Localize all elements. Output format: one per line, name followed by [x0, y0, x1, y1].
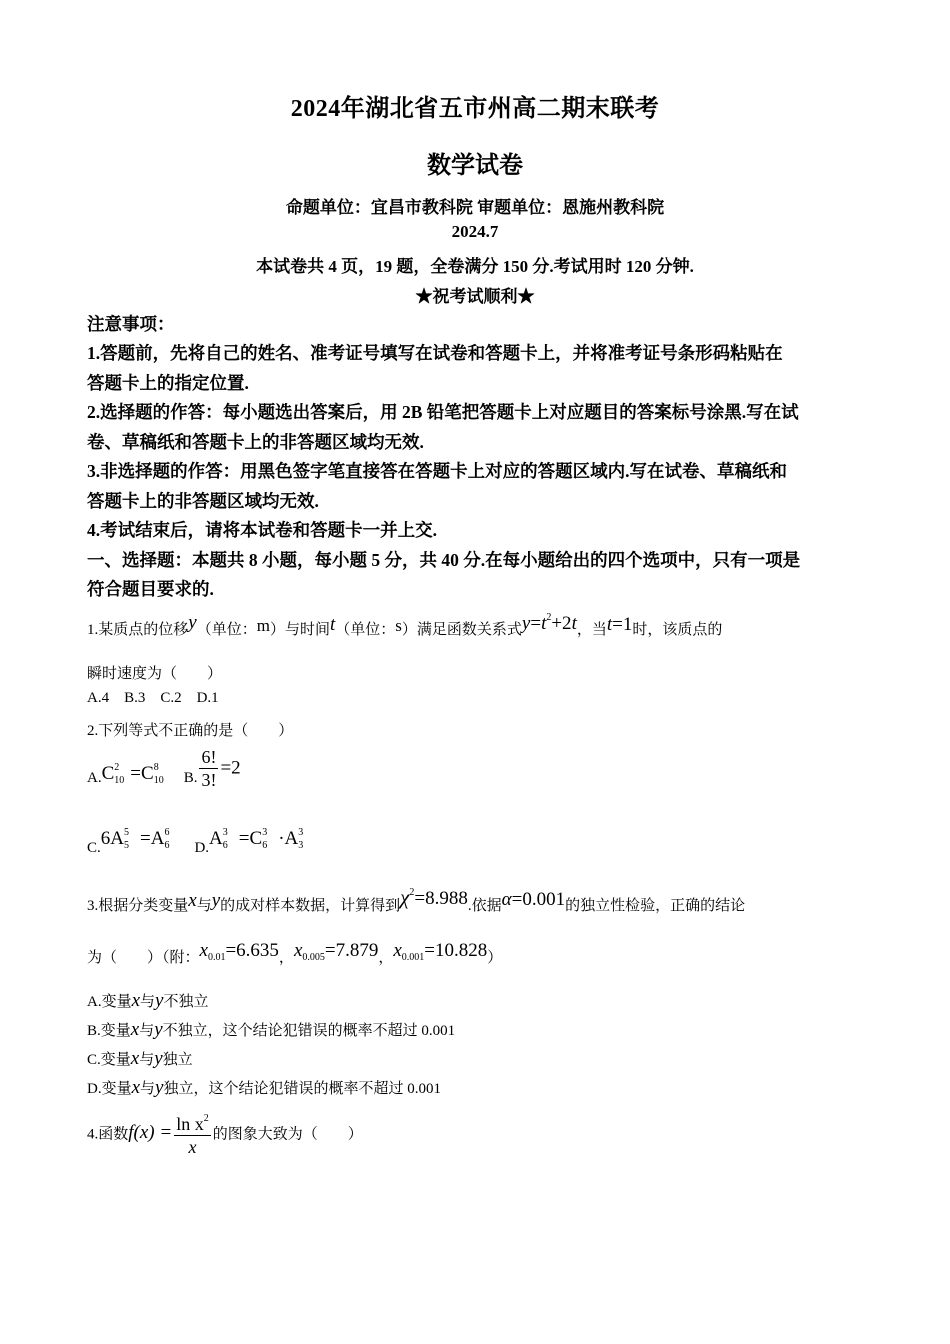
exam-wish: ★祝考试顺利★ — [415, 287, 535, 306]
notice-item-2b: 卷、草稿纸和答题卡上的非答题区域均无效. — [87, 432, 424, 452]
question-4-stem — [87, 1108, 363, 1158]
q3-alpha: α — [501, 889, 512, 910]
q1-formula-rest: +2 — [551, 613, 572, 634]
q3-alpha-formula — [501, 889, 566, 910]
q1-text-4: （单位： — [335, 622, 396, 638]
q3-d-text-3: 独立，这个结论犯错误的概率不超过 0.001 — [163, 1081, 441, 1097]
q2-a-c1: C — [101, 762, 115, 784]
q3-var-x: x — [188, 890, 197, 911]
q3-x2-sub: 0.005 — [302, 952, 325, 963]
exam-subtitle: 数学试卷 — [427, 153, 523, 179]
notice-item-1b: 答题卡上的指定位置. — [87, 373, 249, 393]
q3-x1-formula — [199, 940, 279, 963]
q3-c-x: x — [130, 1048, 140, 1069]
q2-c-a1-idx — [124, 829, 140, 851]
q2-d-a1-sup: 3 — [222, 827, 228, 839]
notice-heading: 注意事项： — [87, 314, 175, 334]
question-2-stem: 2.下列等式不正确的是（ ） — [87, 723, 294, 739]
question-3-line2 — [87, 940, 502, 967]
q2-option-d-label: D. — [194, 840, 210, 856]
q3-x2: x — [293, 940, 303, 961]
q3-sep-1: ， — [278, 950, 294, 966]
q3-b-x: x — [130, 1019, 140, 1040]
q2-b-num: 6! — [201, 747, 217, 767]
question-1-options: A.4 B.3 C.2 D.1 — [87, 690, 219, 706]
q2-d-a1-idx — [223, 829, 239, 851]
exam-units: 命题单位：宜昌市教科院 审题单位：恩施州教科院 — [285, 198, 665, 217]
q2-a-c2-idx — [154, 764, 170, 786]
q3-option-d — [87, 1077, 441, 1099]
q3-d-x: x — [131, 1077, 141, 1098]
q3-c-text-1: C.变量 — [87, 1052, 131, 1068]
q3-x1-sub: 0.01 — [207, 952, 226, 963]
q2-d-eq: = — [238, 827, 250, 849]
q1-text-7: 时，该质点的 — [632, 622, 723, 638]
q4-f: f — [128, 1122, 134, 1143]
q2-c-coef: 6 — [100, 827, 111, 849]
q2-c-a2: A — [150, 827, 165, 849]
q3-text-1: 3.根据分类变量 — [87, 898, 189, 914]
notice-item-4: 4.考试结束后，请将本试卷和答题卡一并上交. — [87, 520, 437, 540]
q3-text-2: 与 — [196, 898, 212, 914]
q1-formula-exp: 2 — [546, 612, 552, 623]
q2-d-a2-sub: 3 — [298, 840, 304, 852]
q1-var-t: t — [329, 614, 336, 635]
q1-formula-eq: = — [530, 613, 542, 634]
q4-num — [174, 1108, 211, 1136]
section1-line2: 符合题目要求的. — [87, 579, 214, 599]
q2-a-c2-sub: 10 — [153, 775, 164, 787]
q2-d-a2: A — [284, 827, 299, 849]
q2-a-c2-sup: 8 — [153, 762, 159, 774]
q2-c-a1: A — [110, 827, 124, 849]
q3-c-text-3: 独立 — [162, 1052, 193, 1068]
q2-d-a2-sup: 3 — [298, 827, 304, 839]
q2-option-c-label: C. — [87, 840, 101, 856]
q1-text-2: （单位： — [196, 622, 257, 638]
q3-b-text-1: B.变量 — [87, 1023, 131, 1039]
q1-unit-s: s — [395, 616, 402, 635]
q2-d-c-sup: 3 — [262, 827, 268, 839]
q2-option-d-formula — [209, 828, 314, 852]
q1-formula-t: t — [541, 613, 547, 634]
q3-option-b — [87, 1019, 455, 1041]
q3-b-text-3: 不独立，这个结论犯错误的概率不超过 0.001 — [162, 1023, 456, 1039]
q1-formula — [521, 612, 577, 634]
q2-a-c2: C — [141, 762, 154, 784]
q2-c-a2-sup: 6 — [164, 827, 170, 839]
exam-info: 本试卷共 4 页，19 题，全卷满分 150 分.考试用时 120 分钟. — [256, 257, 694, 276]
q4-fraction — [174, 1108, 211, 1158]
q3-x3-val: =10.828 — [424, 940, 488, 961]
exam-date: 2024.7 — [451, 222, 499, 241]
q2-d-dot: · — [278, 827, 285, 849]
q3-a-text-1: A.变量 — [87, 994, 132, 1010]
q4-f-arg: (x) = — [133, 1122, 173, 1143]
q2-d-c: C — [249, 827, 263, 849]
q3-d-text-2: 与 — [140, 1081, 156, 1097]
q2-b-rest: =2 — [220, 757, 241, 779]
q2-option-c-formula — [101, 828, 181, 852]
q2-option-a-label: A. — [87, 770, 102, 786]
question-1-stem — [87, 612, 722, 639]
q2-d-a2-idx — [298, 829, 314, 851]
q2-a-eq: = — [130, 762, 141, 784]
q1-text-5: ）满足函数关系式 — [401, 622, 522, 638]
section1-line1: 一、选择题：本题共 8 小题，每小题 5 分，共 40 分.在每小题给出的四个选项中，只有一项是 — [87, 550, 801, 570]
q1-formula-t2: t — [571, 613, 577, 634]
q3-x2-formula — [293, 940, 379, 963]
q3-close: ） — [487, 950, 503, 966]
q3-chi: χ — [400, 885, 410, 909]
q3-chi-val: =8.988 — [414, 888, 468, 909]
q4-text-2: 的图象大致为（ ） — [212, 1126, 363, 1143]
q2-a-c1-sup: 2 — [114, 762, 120, 774]
q3-a-text-3: 不独立 — [163, 994, 209, 1010]
q3-d-y: y — [155, 1077, 164, 1098]
q3-x3-sub: 0.001 — [401, 952, 425, 963]
q3-b-y: y — [154, 1019, 163, 1040]
q1-condition — [606, 614, 633, 635]
q3-x2-val: =7.879 — [324, 940, 379, 961]
q2-b-den: 3! — [201, 770, 217, 790]
q3-b-text-2: 与 — [139, 1023, 155, 1039]
q2-d-c-sub: 6 — [262, 840, 268, 852]
q2-option-b-label: B. — [183, 770, 198, 786]
notice-item-3a: 3.非选择题的作答：用黑色签字笔直接答在答题卡上对应的答题区域内.写在试卷、草稿纸和 — [87, 461, 787, 481]
q3-text-5: 的独立性检验，正确的结论 — [565, 898, 746, 914]
q2-c-a1-sup: 5 — [124, 827, 129, 839]
q2-option-a-formula — [102, 763, 170, 787]
q3-c-text-2: 与 — [139, 1052, 155, 1068]
question-2-row-cd — [87, 822, 314, 857]
q2-d-a1-sub: 6 — [222, 840, 228, 852]
q1-cond-val: =1 — [612, 614, 633, 635]
q1-text-6: ，当 — [576, 622, 607, 638]
q2-c-eq: = — [140, 827, 151, 849]
notice-item-1a: 1.答题前，先将自己的姓名、准考证号填写在试卷和答题卡上，并将准考证号条形码粘贴在 — [87, 343, 783, 363]
q1-formula-y: y — [521, 613, 531, 634]
q4-den: x — [188, 1137, 197, 1157]
question-2-row-ab — [87, 746, 241, 791]
q3-var-y: y — [211, 890, 221, 911]
q3-c-y: y — [154, 1048, 163, 1069]
q2-b-fraction — [199, 746, 218, 791]
q3-alpha-val: =0.001 — [511, 889, 566, 910]
q4-num-sup: 2 — [203, 1113, 209, 1124]
q3-a-y: y — [155, 990, 164, 1011]
q3-chi-sup: 2 — [409, 887, 415, 898]
q2-a-c1-idx — [114, 764, 130, 786]
q3-a-x: x — [131, 990, 141, 1011]
q2-d-c-idx — [262, 829, 278, 851]
q3-d-text-1: D.变量 — [87, 1081, 132, 1097]
q3-sep-2: ， — [378, 950, 394, 966]
q3-option-c — [87, 1048, 193, 1070]
q3-x1: x — [199, 940, 208, 961]
q3-a-text-2: 与 — [140, 994, 156, 1010]
q4-num-text: ln x — [176, 1114, 204, 1134]
q2-d-a1: A — [209, 827, 223, 849]
q3-l2-text: 为（ ）（附： — [87, 950, 200, 966]
q2-c-a2-sub: 6 — [164, 840, 170, 852]
q3-text-3: 的成对样本数据，计算得到 — [220, 898, 401, 914]
q3-text-4: .依据 — [467, 898, 502, 914]
question-3-stem — [87, 885, 745, 915]
q1-cond-t: t — [606, 614, 613, 635]
question-1-line2: 瞬时速度为（ ） — [87, 666, 223, 682]
q1-text-3: ）与时间 — [269, 622, 330, 638]
q2-a-c1-sub: 10 — [114, 775, 125, 787]
exam-title: 2024年湖北省五市州高二期末联考 — [290, 96, 660, 122]
q4-text-1: 4.函数 — [87, 1126, 129, 1143]
q1-var-y: y — [188, 612, 197, 633]
q3-x3: x — [393, 940, 402, 961]
q1-text-1: 1.某质点的位移 — [87, 622, 189, 638]
q2-c-a1-sub: 5 — [124, 840, 129, 852]
q3-chi-formula — [400, 885, 468, 909]
q1-unit-m: m — [256, 616, 270, 635]
q2-c-a2-idx — [164, 829, 180, 851]
q3-option-a — [87, 990, 209, 1012]
notice-item-2a: 2.选择题的作答：每小题选出答案后，用 2B 铅笔把答题卡上对应题目的答案标号涂黑.写在试 — [87, 402, 799, 422]
q3-x1-val: =6.635 — [225, 940, 279, 961]
q3-x3-formula — [393, 940, 488, 963]
notice-item-3b: 答题卡上的非答题区域均无效. — [87, 491, 319, 511]
